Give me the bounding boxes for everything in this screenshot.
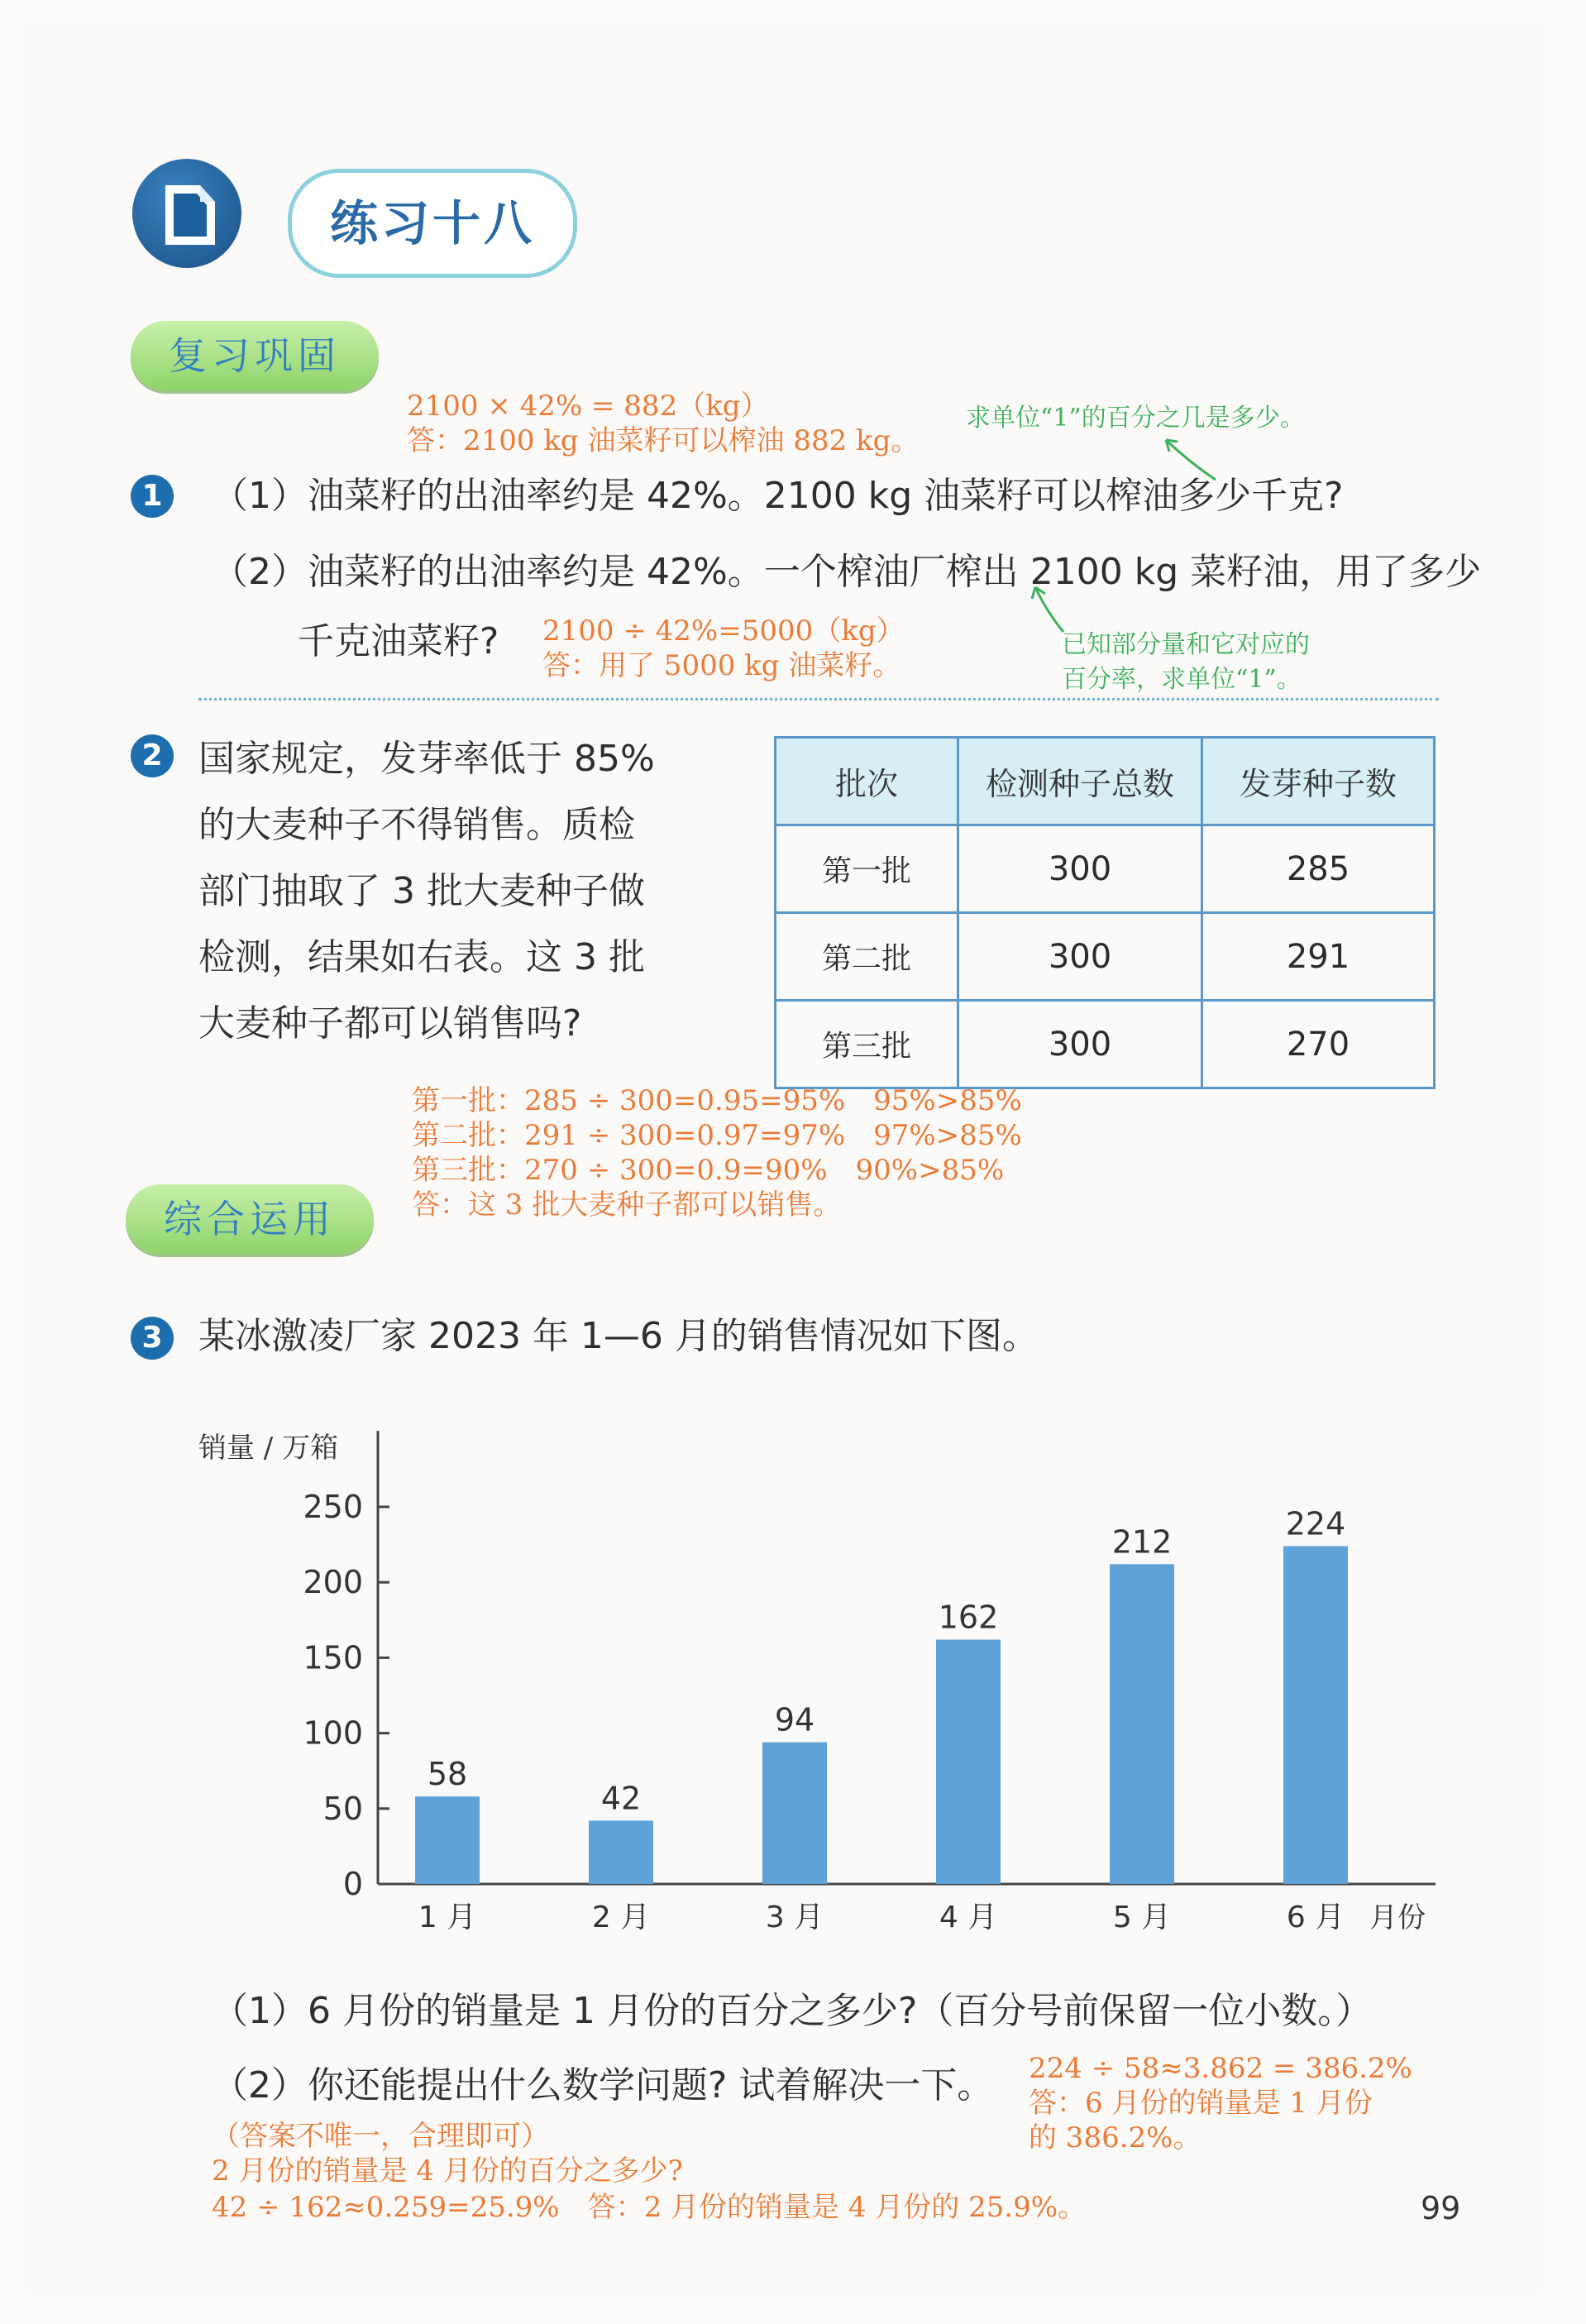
q3-answer2-line2: 2 月份的销量是 4 月份的百分之多少? (212, 2154, 683, 2188)
chart-bar (936, 1640, 1001, 1884)
y-tick-label: 200 (303, 1564, 363, 1601)
chart-bar (1110, 1564, 1174, 1884)
cell-sprouted: 270 (1202, 1001, 1435, 1088)
q2-answer-line: 答：这 3 批大麦种子都可以销售。 (412, 1188, 842, 1222)
x-tick-label: 1 月 (418, 1901, 477, 1934)
bar-value-label: 224 (1285, 1505, 1346, 1542)
q2-answer-line: 第一批：285 ÷ 300=0.95=95% 95%>85% (412, 1084, 1022, 1117)
document-icon (132, 159, 241, 268)
q3-part2: （2）你还能提出什么数学问题? 试着解决一下。 (212, 2064, 994, 2106)
q3-answer1-line1: 224 ÷ 58≈3.862 = 386.2% (1029, 2052, 1412, 2085)
q2-line: 部门抽取了 3 批大麦种子做 (198, 870, 645, 912)
cell-sprouted: 285 (1202, 825, 1435, 913)
section-review: 复习巩固 (131, 321, 379, 390)
q1-note2-line1: 已知部分量和它对应的 (1062, 630, 1310, 659)
q3-answer1-line2: 答：6 月份的销量是 1 月份 (1029, 2087, 1373, 2120)
q1-note2-line2: 百分率，求单位“1”。 (1062, 665, 1302, 694)
chart-bar (762, 1743, 827, 1884)
bar-value-label: 212 (1111, 1523, 1173, 1561)
x-tick-label: 2 月 (591, 1901, 651, 1934)
cell-total: 300 (958, 825, 1202, 913)
cell-sprouted: 291 (1202, 913, 1435, 1001)
q3-part1: （1）6 月份的销量是 1 月份的百分之多少?（百分号前保留一位小数。） (212, 1990, 1373, 2032)
y-tick-label: 100 (303, 1714, 363, 1752)
x-tick-label: 6 月 (1286, 1901, 1345, 1934)
q1-note: 求单位“1”的百分之几是多少。 (966, 404, 1305, 433)
sales-bar-chart (165, 1406, 1455, 1952)
q2-line: 检测，结果如右表。这 3 批 (198, 936, 645, 978)
bar-value-label: 42 (600, 1780, 642, 1817)
q1-answer-text: 答：2100 kg 油菜籽可以榨油 882 kg。 (407, 424, 920, 457)
chart-bar (1283, 1546, 1348, 1884)
lesson-icon (132, 159, 241, 268)
question-number-1: 1 (131, 475, 174, 518)
q1-part2-line2: 千克油菜籽? (298, 620, 499, 662)
cell-total: 300 (958, 913, 1202, 1001)
bar-value-label: 94 (774, 1701, 815, 1738)
q1-answer-calc: 2100 × 42% = 882（kg） (407, 390, 769, 423)
x-tick-label: 4 月 (939, 1901, 998, 1934)
table-header-row (776, 738, 1435, 825)
y-tick-label: 150 (303, 1639, 363, 1676)
cell-batch: 第一批 (776, 825, 958, 913)
q2-line: 大麦种子都可以销售吗? (198, 1002, 582, 1045)
q1-part2-answer-calc: 2100 ÷ 42%=5000（kg） (542, 614, 905, 648)
cell-batch: 第三批 (776, 1001, 958, 1088)
section-apply: 综合运用 (126, 1184, 374, 1254)
q2-line: 的大麦种子不得销售。质检 (198, 804, 635, 846)
q2-answer-line: 第二批：291 ÷ 300=0.97=97% 97%>85% (412, 1119, 1022, 1152)
title-frame (288, 169, 577, 278)
q2-line: 国家规定，发芽率低于 85% (198, 738, 655, 780)
divider (198, 698, 1439, 701)
table-row (776, 913, 1435, 1001)
q3-answer2-line1: （答案不唯一，合理即可） (212, 2120, 549, 2153)
cell-total: 300 (958, 1001, 1202, 1088)
table-row (776, 825, 1435, 913)
q1-part2-answer-text: 答：用了 5000 kg 油菜籽。 (542, 649, 901, 682)
q2-text (198, 726, 655, 1057)
question-number-2: 2 (131, 734, 174, 777)
y-tick-label: 0 (342, 1866, 363, 1902)
question-number-3: 3 (131, 1317, 174, 1360)
q1-part2-line1: （2）油菜籽的出油率约是 42%。一个榨油厂榨出 2100 kg 菜籽油，用了多少 (212, 551, 1482, 593)
q3-text: 某冰激凌厂家 2023 年 1—6 月的销售情况如下图。 (198, 1315, 1039, 1357)
q3-answer1-line3: 的 386.2%。 (1029, 2121, 1201, 2154)
cell-batch: 第二批 (776, 913, 958, 1001)
col-header-batch: 批次 (776, 738, 958, 825)
page-number: 99 (1421, 2190, 1461, 2226)
q1-part1: （1）油菜籽的出油率约是 42%。2100 kg 油菜籽可以榨油多少千克? (212, 475, 1344, 517)
y-axis-label: 销量 / 万箱 (198, 1432, 339, 1465)
q2-answer-line: 第三批：270 ÷ 300=0.9=90% 90%>85% (412, 1154, 1005, 1187)
chart-bar (415, 1796, 480, 1884)
y-tick-label: 50 (322, 1790, 363, 1827)
col-header-sprouted: 发芽种子数 (1202, 738, 1435, 825)
page-title: 练习十八 (329, 195, 535, 251)
table-row (776, 1001, 1435, 1088)
x-tick-label: 5 月 (1112, 1901, 1172, 1934)
q2-answers (412, 1083, 1022, 1222)
chart-bar (589, 1820, 653, 1884)
bar-value-label: 162 (938, 1599, 999, 1636)
y-tick-label: 250 (303, 1489, 363, 1525)
x-tick-label: 3 月 (765, 1901, 824, 1934)
q3-answer2-line3: 42 ÷ 162≈0.259=25.9% 答：2 月份的销量是 4 月份的 25.9%。 (212, 2191, 1087, 2224)
germination-table (774, 736, 1436, 1089)
bar-value-label: 58 (427, 1756, 468, 1793)
x-axis-label: 月份 (1369, 1901, 1426, 1934)
col-header-total: 检测种子总数 (958, 738, 1202, 825)
